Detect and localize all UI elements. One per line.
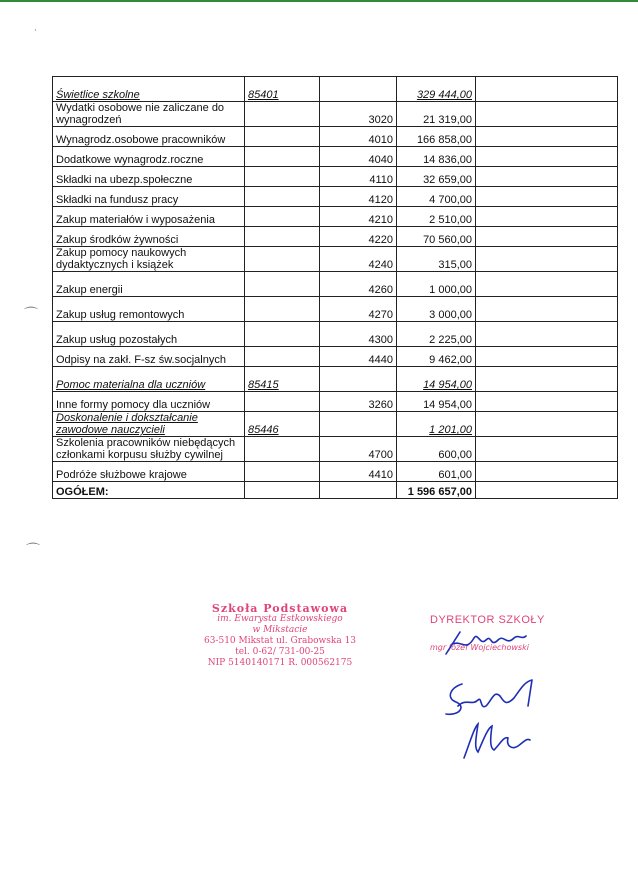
row-paragraph <box>320 412 397 437</box>
row-empty <box>476 187 618 207</box>
row-name: Wydatki osobowe nie zaliczane do wynagrodzeń <box>53 102 245 127</box>
row-section <box>245 392 320 412</box>
row-empty <box>476 127 618 147</box>
row-paragraph: 4120 <box>320 187 397 207</box>
table-row <box>53 272 618 297</box>
row-amount: 2 510,00 <box>397 207 476 227</box>
table-row <box>53 187 618 207</box>
row-section <box>245 167 320 187</box>
row-paragraph: 4410 <box>320 462 397 482</box>
table-row <box>53 167 618 187</box>
top-edge-line <box>0 0 638 2</box>
row-name: Zakup usług remontowych <box>53 297 245 322</box>
row-name: Składki na ubezp.społeczne <box>53 167 245 187</box>
row-amount: 329 444,00 <box>397 77 476 102</box>
row-paragraph: 3260 <box>320 392 397 412</box>
punch-hole-mark: ⌒ <box>24 307 38 323</box>
row-amount: 14 954,00 <box>397 392 476 412</box>
table-row <box>53 322 618 347</box>
row-name: Doskonalenie i dokształcanie zawodowe nauczycieli <box>53 412 245 437</box>
row-paragraph: 4220 <box>320 227 397 247</box>
row-name: Zakup energii <box>53 272 245 297</box>
table-row <box>53 147 618 167</box>
director-signature <box>440 626 530 658</box>
row-section <box>245 247 320 272</box>
row-amount: 14 836,00 <box>397 147 476 167</box>
row-section <box>245 347 320 367</box>
table-row <box>53 412 618 437</box>
row-empty <box>476 347 618 367</box>
row-amount: 1 000,00 <box>397 272 476 297</box>
stamp-patron: im. Ewarysta Estkowskiego <box>217 614 343 624</box>
stamp-address: 63-510 Mikstat ul. Grabowska 13 <box>203 636 357 646</box>
row-empty <box>476 462 618 482</box>
stamp-nip: NIP 5140140171 R. 000562175 <box>207 658 353 668</box>
total-amount: 1 596 657,00 <box>397 482 476 499</box>
total-row <box>53 482 618 499</box>
row-amount: 4 700,00 <box>397 187 476 207</box>
table-row <box>53 367 618 392</box>
row-paragraph: 3020 <box>320 102 397 127</box>
row-empty <box>476 322 618 347</box>
row-paragraph: 4300 <box>320 322 397 347</box>
budget-table <box>52 76 618 499</box>
table-row <box>53 102 618 127</box>
table-row <box>53 392 618 412</box>
row-empty <box>476 297 618 322</box>
row-empty <box>476 227 618 247</box>
row-amount: 32 659,00 <box>397 167 476 187</box>
row-name: Wynagrodz.osobowe pracowników <box>53 127 245 147</box>
row-name: Inne formy pomocy dla uczniów <box>53 392 245 412</box>
row-paragraph <box>320 367 397 392</box>
stamp-town: w Mikstacie <box>252 625 308 635</box>
table-row <box>53 247 618 272</box>
row-paragraph: 4270 <box>320 297 397 322</box>
row-amount: 601,00 <box>397 462 476 482</box>
row-section <box>245 187 320 207</box>
row-amount: 1 201,00 <box>397 412 476 437</box>
row-empty <box>476 392 618 412</box>
row-amount: 600,00 <box>397 437 476 462</box>
table-row <box>53 207 618 227</box>
row-section <box>245 227 320 247</box>
row-section: 85401 <box>245 77 320 102</box>
row-name: Dodatkowe wynagrodz.roczne <box>53 147 245 167</box>
row-empty <box>476 207 618 227</box>
row-amount: 3 000,00 <box>397 297 476 322</box>
row-name: Zakup materiałów i wyposażenia <box>53 207 245 227</box>
row-amount: 9 462,00 <box>397 347 476 367</box>
signature-2 <box>456 718 536 762</box>
row-section <box>245 127 320 147</box>
budget-table-body <box>53 77 618 482</box>
row-name: Podróże służbowe krajowe <box>53 462 245 482</box>
row-paragraph: 4240 <box>320 247 397 272</box>
scan-speck: · <box>34 26 37 36</box>
row-empty <box>476 167 618 187</box>
row-empty <box>476 412 618 437</box>
table-row <box>53 77 618 102</box>
row-empty <box>476 272 618 297</box>
row-name: Zakup pomocy naukowych dydaktycznych i książek <box>53 247 245 272</box>
school-stamp <box>200 603 360 669</box>
row-amount: 166 858,00 <box>397 127 476 147</box>
row-empty <box>476 247 618 272</box>
row-section <box>245 437 320 462</box>
row-paragraph <box>320 77 397 102</box>
table-row <box>53 127 618 147</box>
row-paragraph: 4040 <box>320 147 397 167</box>
row-section <box>245 147 320 167</box>
row-section <box>245 462 320 482</box>
table-row <box>53 462 618 482</box>
row-section: 85446 <box>245 412 320 437</box>
row-empty <box>476 367 618 392</box>
table-row <box>53 227 618 247</box>
row-amount: 2 225,00 <box>397 322 476 347</box>
signature-1 <box>436 676 546 722</box>
row-paragraph: 4110 <box>320 167 397 187</box>
row-paragraph: 4210 <box>320 207 397 227</box>
total-label: OGÓŁEM: <box>53 482 245 499</box>
row-amount: 14 954,00 <box>397 367 476 392</box>
row-paragraph: 4010 <box>320 127 397 147</box>
table-row <box>53 297 618 322</box>
row-name: Świetlice szkolne <box>53 77 245 102</box>
table-row <box>53 347 618 367</box>
director-name: mgr Józef Wojciechowski <box>430 643 529 652</box>
row-amount: 315,00 <box>397 247 476 272</box>
row-section: 85415 <box>245 367 320 392</box>
row-paragraph: 4260 <box>320 272 397 297</box>
row-section <box>245 102 320 127</box>
row-name: Składki na fundusz pracy <box>53 187 245 207</box>
row-empty <box>476 147 618 167</box>
row-empty <box>476 77 618 102</box>
row-name: Szkolenia pracowników niebędących członkami korpusu służby cywilnej <box>53 437 245 462</box>
stamp-phone: tel. 0-62/ 731-00-25 <box>235 647 325 657</box>
row-amount: 21 319,00 <box>397 102 476 127</box>
punch-hole-mark: ⌒ <box>26 543 40 559</box>
row-paragraph: 4440 <box>320 347 397 367</box>
row-name: Odpisy na zakł. F-sz św.socjalnych <box>53 347 245 367</box>
row-name: Zakup usług pozostałych <box>53 322 245 347</box>
row-amount: 70 560,00 <box>397 227 476 247</box>
row-empty <box>476 437 618 462</box>
director-title: DYREKTOR SZKOŁY <box>430 614 545 626</box>
row-section <box>245 272 320 297</box>
row-name: Pomoc materialna dla uczniów <box>53 367 245 392</box>
row-section <box>245 297 320 322</box>
stamp-school-name: Szkoła Podstawowa <box>211 602 349 615</box>
row-empty <box>476 102 618 127</box>
row-paragraph: 4700 <box>320 437 397 462</box>
row-name: Zakup środków żywności <box>53 227 245 247</box>
row-section <box>245 207 320 227</box>
row-section <box>245 322 320 347</box>
table-row <box>53 437 618 462</box>
